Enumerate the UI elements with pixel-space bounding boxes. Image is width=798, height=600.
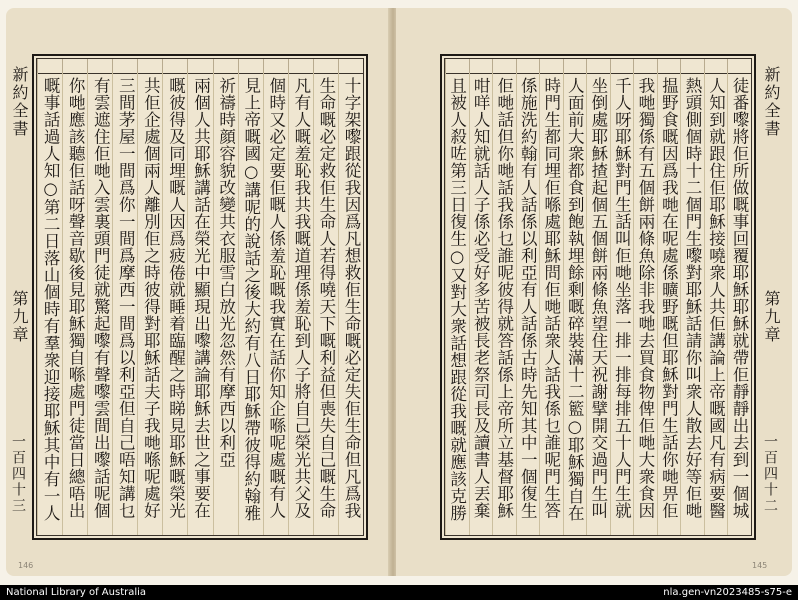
left-chapter-label: 第九章 [10, 290, 29, 344]
right-column-number-band [445, 59, 751, 74]
column-marker [563, 59, 587, 73]
text-column: 人知到就跟住佢耶穌接嘵衆人共佢講論上帝嘅國凡有病要醫 [704, 73, 728, 535]
column-marker [445, 59, 469, 73]
attribution-bar [0, 585, 798, 600]
right-text-columns [445, 73, 751, 535]
text-column: 坐倒處耶穌揸起個五個餅兩條魚望住天祝謝擘開交過門生叫 [586, 73, 610, 535]
right-text-frame [440, 54, 756, 540]
column-marker [87, 59, 112, 73]
right-chapter-label: 第九章 [762, 290, 781, 344]
column-marker [492, 59, 516, 73]
right-page-number: 一百四十二 [762, 434, 778, 514]
text-column: 嘅彼得及同埋嘅人因爲疲倦就睡着臨醒之時睇見耶穌嘅榮光 [162, 73, 187, 535]
right-book-title: 新約全書 [762, 66, 781, 138]
library-name: National Library of Australia [6, 587, 147, 598]
left-text-columns [37, 73, 363, 535]
left-column-number-band [37, 59, 363, 74]
text-column: 時門生都同埋佢喺處耶穌問佢哋話衆人話我係乜誰呢門生答 [539, 73, 563, 535]
text-column: 咁咩人知就話人子係必受好多苦被長老祭司長及讀書人丟棄 [469, 73, 493, 535]
column-marker [338, 59, 363, 73]
column-marker [704, 59, 728, 73]
column-marker [112, 59, 137, 73]
column-marker [680, 59, 704, 73]
left-pencil-mark: 146 [18, 561, 34, 570]
column-marker [313, 59, 338, 73]
text-column: 凡有人嘅羞恥我共我嘅道理係羞恥到人子將自己榮光共父及 [288, 73, 313, 535]
column-marker [727, 59, 751, 73]
item-identifier: nla.gen-vn2023485-s75-e [663, 587, 792, 598]
column-marker [516, 59, 540, 73]
left-text-frame [32, 54, 368, 540]
text-column: 生命嘅必定救佢生命人若得嘵天下嘅利益但喪失自己嘅生命 [313, 73, 338, 535]
column-marker [187, 59, 212, 73]
text-column: 熱頭側個時十二個門生嚟對耶穌話請你叫衆人散去好等佢哋 [680, 73, 704, 535]
column-marker [288, 59, 313, 73]
column-marker [263, 59, 288, 73]
column-marker [238, 59, 263, 73]
column-marker [62, 59, 87, 73]
text-column: 佢哋話但你哋話我係乜誰呢彼得就答話係上帝所立基督耶穌 [492, 73, 516, 535]
right-pencil-mark: 145 [752, 561, 768, 570]
text-column: 十字架嚟跟從我因爲凡想救佢生命嘅必定失佢生命但凡爲我 [338, 73, 363, 535]
text-column: 祈禱時顔容貌改變共衣服雪白放光忽然有摩西以利亞 [213, 73, 238, 535]
text-column: 你哋應該聽佢話呀聲音歇後見耶穌獨自喺處門徒當日總唔出 [62, 73, 87, 535]
column-marker [162, 59, 187, 73]
column-marker [37, 59, 62, 73]
column-marker [586, 59, 610, 73]
text-column: 兩個人共耶穌講話在榮光中顯現出嚟講論耶穌去世之事要在 [187, 73, 212, 535]
text-column: 有雲遮住佢哋入雲裏頭門徒就驚起嚟有聲嚟雲間出嚟話呢個 [87, 73, 112, 535]
left-book-title: 新約全書 [10, 66, 29, 138]
text-column: 嘅事話過人知○第二日落山個時有羣衆迎接耶穌其中有一人 [37, 73, 62, 535]
text-column: 人面前大衆都食到飽執埋餘剩嘅碎裝滿十二籃○耶穌獨自在 [563, 73, 587, 535]
column-marker [657, 59, 681, 73]
left-page [6, 8, 390, 576]
column-marker [469, 59, 493, 73]
column-marker [137, 59, 162, 73]
text-column: 我哋獨係有五個餅兩條魚除非我哋去買食物俾佢哋大衆食因 [633, 73, 657, 535]
text-column: 三間茅屋一間爲你一間爲摩西一間爲以利亞但自己唔知講乜 [112, 73, 137, 535]
column-marker [610, 59, 634, 73]
column-marker [213, 59, 238, 73]
column-marker [633, 59, 657, 73]
text-column: 徒番嚟將佢所做嘅事回覆耶穌耶穌就帶佢靜靜出去到一個城 [727, 73, 751, 535]
text-column: 千人呀耶穌對門生話叫佢哋坐落一排一排每排五十人門生就 [610, 73, 634, 535]
left-page-number: 一百四十三 [10, 434, 26, 514]
text-column: 揾野食嘅因爲我哋在呢處係曠野嘅但耶穌對門生話你哋畀佢 [657, 73, 681, 535]
text-column: 個時又必定要佢嘅人係羞恥嘅我實在話你知企喺呢處嘅有人 [263, 73, 288, 535]
text-column: 見上帝嘅國○講呢的說話之後大約有八日耶穌帶彼得約翰雅 [238, 73, 263, 535]
text-column: 共佢企處個兩人離別佢之時彼得對耶穌話夫子我哋喺呢處好 [137, 73, 162, 535]
text-column: 且被人殺咗第三日復生○又對大衆話想跟從我嘅就應該克勝 [445, 73, 469, 535]
text-column: 係施洗約翰有人話係以利亞有人話係古時先知其中一個復生 [516, 73, 540, 535]
right-page [396, 8, 792, 576]
column-marker [539, 59, 563, 73]
